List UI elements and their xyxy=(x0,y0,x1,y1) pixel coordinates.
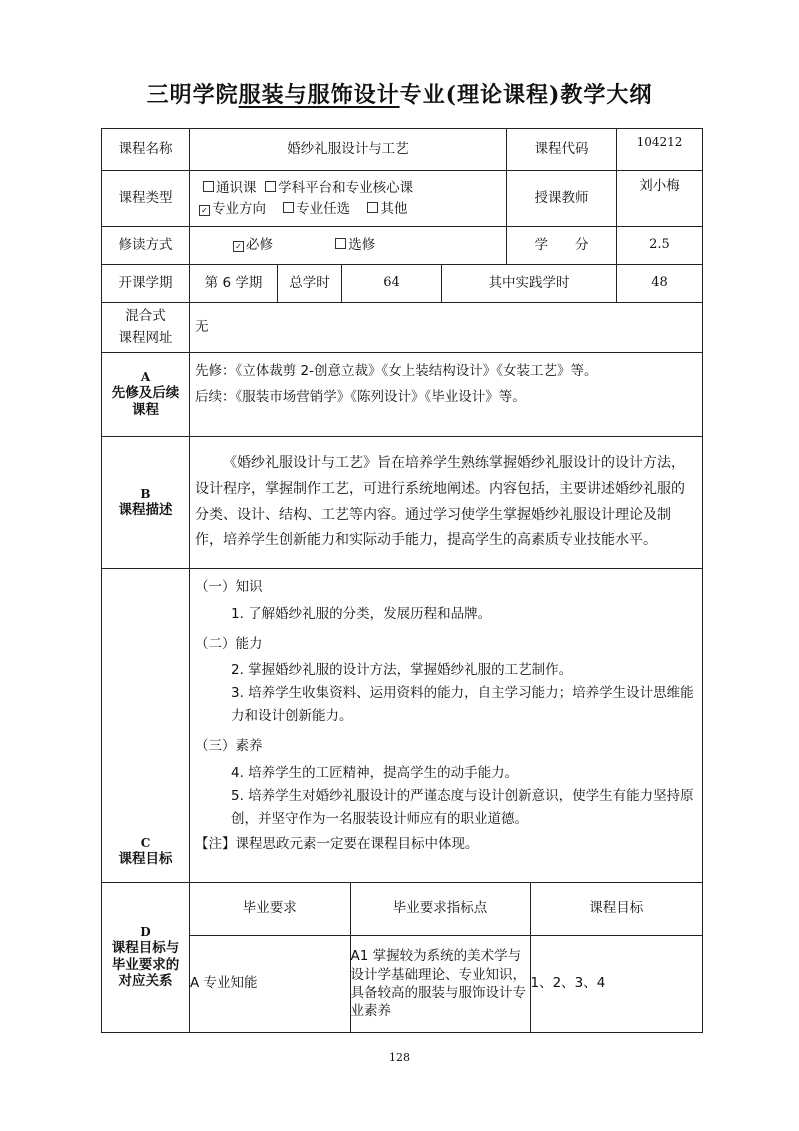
objective-heading-ability: （二）能力 xyxy=(195,635,263,652)
course-type-label: 课程类型 xyxy=(102,171,190,227)
mapping-cell: A1 掌握较为系统的美术学与设计学基础理论、专业知识，具备较高的服装与服饰设计专业素养 xyxy=(350,935,530,1032)
section-a-label: A 先修及后续 课程 xyxy=(102,353,190,437)
teacher-label: 授课教师 xyxy=(507,171,617,227)
mapping-table xyxy=(190,883,702,1032)
semester-value: 第 6 学期 xyxy=(190,265,278,303)
study-mode-label: 修读方式 xyxy=(102,227,190,265)
ideological-note: 【注】课程思政元素一定要在课程目标中体现。 xyxy=(195,836,479,853)
subsequent-text: 后续：《服装市场营销学》《陈列设计》《毕业设计》等。 xyxy=(195,388,526,405)
type-option-core[interactable]: 学科平台和专业核心课 xyxy=(265,180,413,196)
semester-label: 开课学期 xyxy=(102,265,190,303)
section-d-label: D 课程目标与 毕业要求的 对应关系 xyxy=(102,883,190,1033)
type-option-general[interactable]: 通识课 xyxy=(203,180,257,196)
course-description: 《婚纱礼服设计与工艺》旨在培养学生熟练掌握婚纱礼服设计的设计方法，设计程序，掌握制作工艺，可进行系统地阐述。内容包括，主要讲述婚纱礼服的分类、设计、结构、工艺等内容。通过学习使学生掌握婚纱礼服设计理论及制作，培养学生创新能力和实际动手能力，提高学生的高素质专业技能水平。 xyxy=(190,437,703,569)
course-url-value: 无 xyxy=(190,303,703,353)
practice-hours-label: 其中实践学时 xyxy=(442,265,617,303)
course-objectives xyxy=(190,569,703,883)
prerequisite-text: 先修：《立体裁剪 2-创意立裁》《女上装结构设计》《女装工艺》等。 xyxy=(195,363,598,379)
study-mode-options xyxy=(190,227,507,265)
total-hours-value: 64 xyxy=(342,265,442,303)
mapping-header-row xyxy=(190,883,702,935)
study-option-required[interactable]: ✓ 必修 xyxy=(233,237,273,253)
course-code: 104212 xyxy=(617,129,703,171)
objective-heading-knowledge: （一）知识 xyxy=(195,579,263,595)
syllabus-table xyxy=(101,128,703,1033)
mapping-cell: 1、2、3、4 xyxy=(530,935,702,1032)
section-b-label: B 课程描述 xyxy=(102,437,190,569)
course-name: 婚纱礼服设计与工艺 xyxy=(190,129,507,171)
checked-checkbox-icon: ✓ xyxy=(199,205,210,216)
total-hours-label: 总学时 xyxy=(278,265,342,303)
checkbox-icon xyxy=(203,181,214,192)
mapping-cell: A 专业知能 xyxy=(190,935,350,1032)
graduation-mapping xyxy=(190,883,703,1033)
mapping-header: 课程目标 xyxy=(530,883,702,935)
credit-value: 2.5 xyxy=(617,227,703,265)
prerequisite-courses xyxy=(190,353,703,437)
objective-item: 1. 了解婚纱礼服的分类，发展历程和品牌。 xyxy=(231,605,492,622)
objective-item: 4. 培养学生的工匠精神，提高学生的动手能力。 xyxy=(231,764,519,781)
mapping-row xyxy=(190,935,702,1032)
type-option-other[interactable]: 其他 xyxy=(367,201,407,217)
checkbox-icon xyxy=(335,238,346,249)
major-name: 服装与服饰设计 xyxy=(238,82,400,108)
objective-item: 3. 培养学生收集资料、运用资料的能力，自主学习能力；培养学生设计思维能力和设计创新能力。 xyxy=(231,685,694,725)
objective-item: 2. 掌握婚纱礼服的设计方法，掌握婚纱礼服的工艺制作。 xyxy=(231,662,573,679)
course-code-label: 课程代码 xyxy=(507,129,617,171)
section-c-label: C 课程目标 xyxy=(102,569,190,883)
objective-item: 5. 培养学生对婚纱礼服设计的严谨态度与设计创新意识，使学生有能力坚持原创，并坚守作为一名服装设计师应有的职业道德。 xyxy=(231,787,694,827)
course-url-label: 混合式 课程网址 xyxy=(102,303,190,353)
checkbox-icon xyxy=(283,202,294,213)
practice-hours-value: 48 xyxy=(617,265,703,303)
credit-label: 学 分 xyxy=(507,227,617,265)
objective-heading-quality: （三）素养 xyxy=(195,738,263,755)
page-title: 三明学院服装与服饰设计专业(理论课程)教学大纲 xyxy=(146,82,653,108)
study-option-elective[interactable]: 选修 xyxy=(335,237,375,253)
mapping-header: 毕业要求指标点 xyxy=(350,883,530,935)
checkbox-icon xyxy=(367,202,378,213)
course-type-options xyxy=(190,171,507,227)
type-option-major-elective[interactable]: 专业任选 xyxy=(283,201,350,217)
checkbox-icon xyxy=(265,181,276,192)
type-option-major-direction[interactable]: ✓ 专业方向 xyxy=(199,201,266,217)
teacher-name: 刘小梅 xyxy=(617,171,703,227)
mapping-header: 毕业要求 xyxy=(190,883,350,935)
checked-checkbox-icon: ✓ xyxy=(233,241,244,252)
course-name-label: 课程名称 xyxy=(102,129,190,171)
page-number: 128 xyxy=(389,1051,410,1064)
